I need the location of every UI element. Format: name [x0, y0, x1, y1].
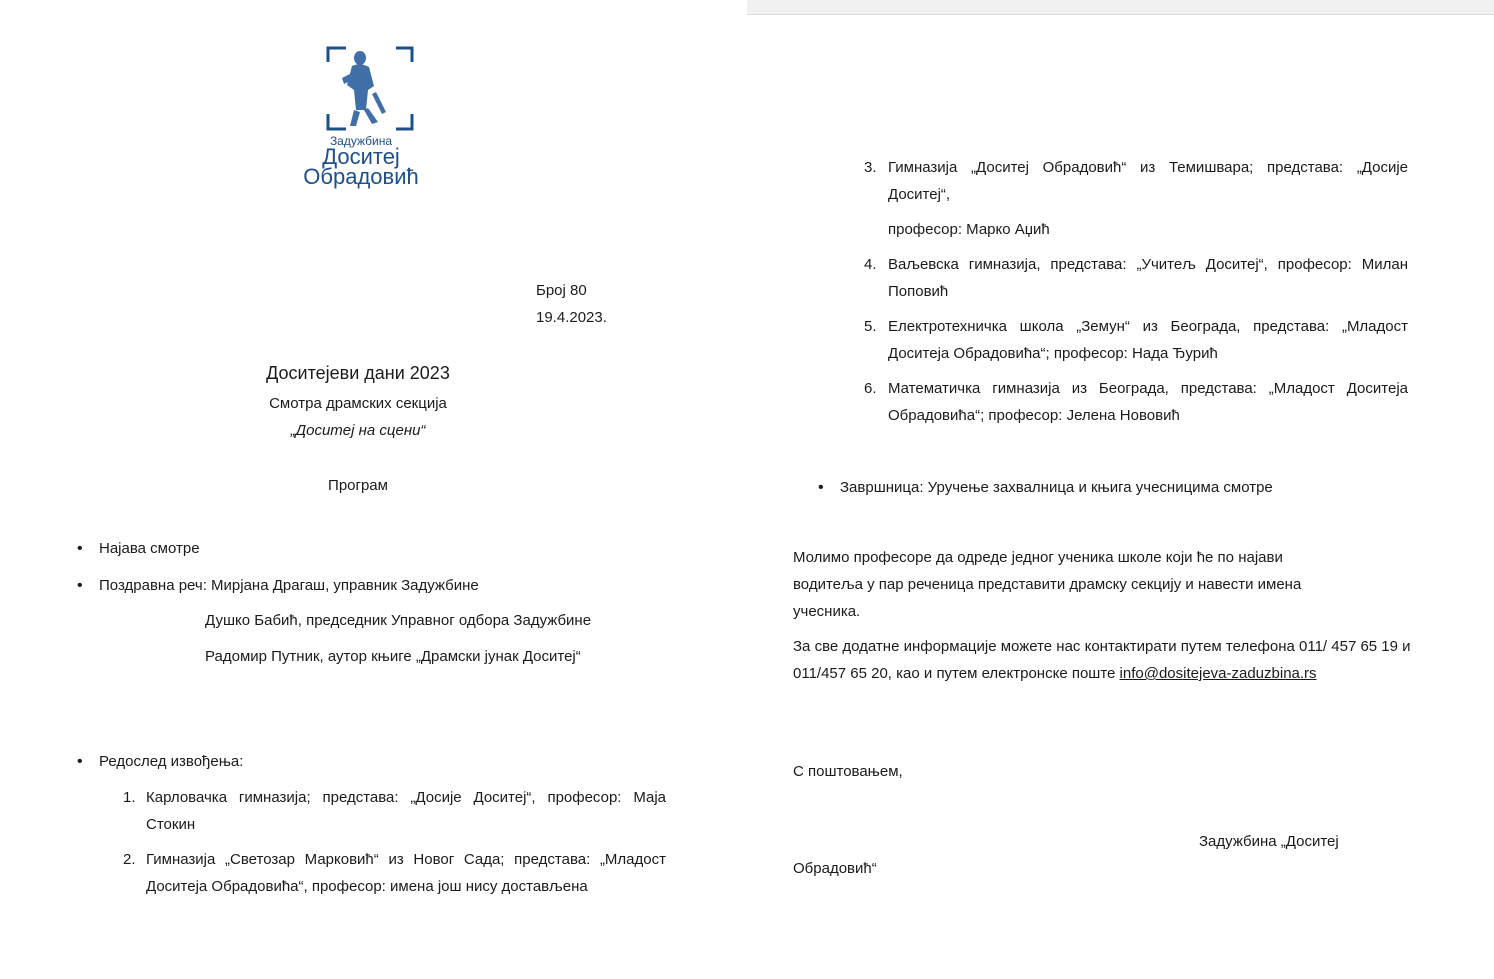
speaker-line-3: Радомир Путник, аутор књиге „Драмски јунак Доситеј“ [205, 648, 581, 665]
list-item-closing: • Завршница: Уручење захвалница и књига учесницима смотре [840, 478, 1273, 498]
performance-item-2: Гимназија „Светозар Марковић“ из Новог Сада; представа: „Младост Доситеја Обрадовића“, професор: имена још нису достављена [146, 851, 666, 895]
list-number-4: 4. [864, 256, 877, 273]
signature-line-1: Задужбина „Доситеј [1199, 833, 1339, 850]
email-link[interactable]: info@dositejeva-zaduzbina.rs [1119, 665, 1317, 682]
paragraph-request: Молимо професоре да одреде једног ученика школе који ће по најави водитеља у пар реченица представити драмску секцију и навести имена учесника. [793, 549, 1302, 620]
list-number-1: 1. [123, 789, 136, 806]
logo-line-2: Доситеј [322, 144, 400, 169]
document-date: 19.4.2023. [536, 309, 607, 326]
signature-line-2: Обрадовић“ [793, 860, 877, 877]
performance-item-1: Карловачка гимназија; представа: „Досије Доситеј“, професор: Маја Стокин [146, 789, 666, 833]
list-number-6: 6. [864, 380, 877, 397]
list-item-announcement: • Најава смотре [99, 539, 200, 559]
document-number: Број 80 [536, 282, 587, 299]
logo-line-1: Задужбина [329, 134, 393, 148]
performance-item-4: Ваљевска гимназија, представа: „Учитељ Доситеј“, професор: Милан Поповић [888, 256, 1408, 300]
closing-regards: С поштовањем, [793, 763, 903, 780]
page-subtitle: Смотра драмских секција [269, 395, 447, 412]
logo-line-3: Обрадовић [303, 164, 419, 189]
list-number-3: 3. [864, 159, 877, 176]
performance-item-6: Математичка гимназија из Београда, представа: „Младост Доситеја Обрадовића“; професор: Јелена Нововић [888, 380, 1408, 424]
page-subtitle-italic: „Доситеј на сцени“ [290, 422, 426, 439]
list-number-2: 2. [123, 851, 136, 868]
performance-item-3-professor: професор: Марко Аџић [888, 221, 1050, 238]
foundation-logo [294, 40, 428, 190]
statue-emblem-icon [294, 40, 428, 135]
paragraph-contact [793, 633, 1413, 687]
performance-item-5: Електротехничка школа „Земун“ из Београда, представа: „Младост Доситеја Обрадовића“; професор: Нада Ђурић [888, 318, 1408, 362]
performance-item-3: Гимназија „Доситеј Обрадовић“ из Темишвара; представа: „Досије Доситеј“, [888, 159, 1408, 203]
paragraph-contact-text: За све додатне информације можете нас контактирати путем телефона 011/ 457 65 19 и 011/457 65 20, као и путем електронске поште [793, 638, 1411, 682]
list-item-performance-order: • Редослед извођења: [99, 752, 243, 772]
list-number-5: 5. [864, 318, 877, 335]
list-item-welcome-speech: • Поздравна реч: Мирјана Драгаш, управник Задужбине [99, 576, 479, 596]
page-top-bar [747, 0, 1494, 15]
speaker-line-2: Душко Бабић, председник Управног одбора Задужбине [205, 612, 592, 629]
page-title: Доситејеви дани 2023 [266, 363, 450, 383]
program-heading: Програм [328, 477, 388, 494]
